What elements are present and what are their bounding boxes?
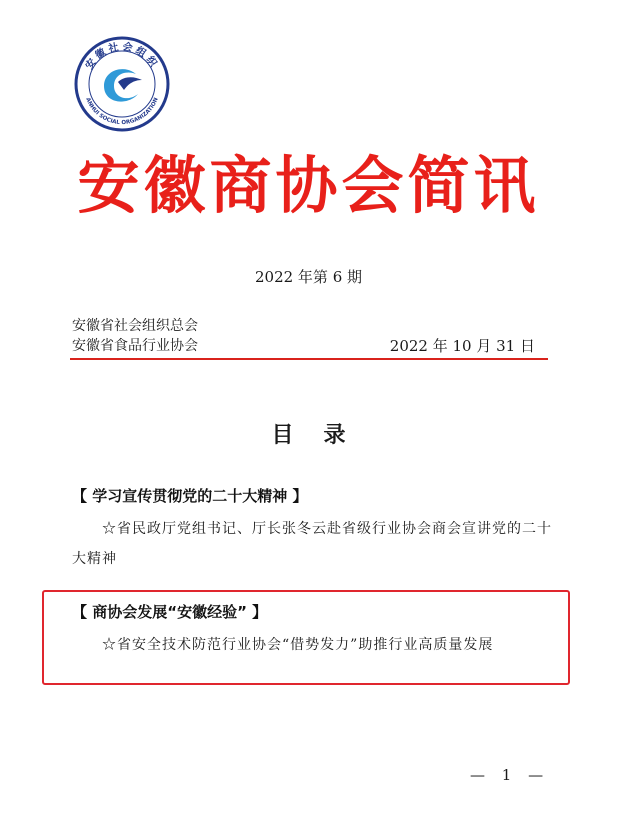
toc-section-heading[interactable]: 【 学习宣传贯彻党的二十大精神 】 — [72, 487, 308, 505]
toc-item[interactable]: ☆省安全技术防范行业协会“借势发力”助推行业高质量发展 — [102, 637, 494, 653]
publisher-line: 安徽省食品行业协会 — [72, 338, 198, 354]
toc-title: 目录 — [271, 422, 376, 448]
logo-text-top: 安徽社会组织 — [83, 41, 161, 72]
toc-section-heading[interactable]: 【 商协会发展“安徽经验” 】 — [72, 603, 268, 621]
header-divider — [70, 358, 548, 360]
toc-item[interactable]: ☆省民政厅党组书记、厅长张冬云赴省级行业协会商会宣讲党的二十大精神 — [72, 521, 552, 567]
issue-number: 2022 年第 6 期 — [254, 268, 363, 286]
page-number: — 1 — — [470, 766, 550, 784]
toc-section — [72, 484, 552, 574]
anhui-social-organization-logo-icon — [74, 36, 170, 132]
toc-section — [72, 600, 552, 660]
newsletter-title: 安徽商协会简讯 — [77, 149, 540, 222]
publication-date: 2022 年 10 月 31 日 — [389, 337, 535, 355]
organization-logo — [74, 36, 170, 132]
publisher-line: 安徽省社会组织总会 — [72, 318, 198, 334]
logo-text-bottom: ANHUI SOCIAL ORGANIZATION — [84, 96, 160, 127]
publisher-block — [72, 316, 198, 356]
